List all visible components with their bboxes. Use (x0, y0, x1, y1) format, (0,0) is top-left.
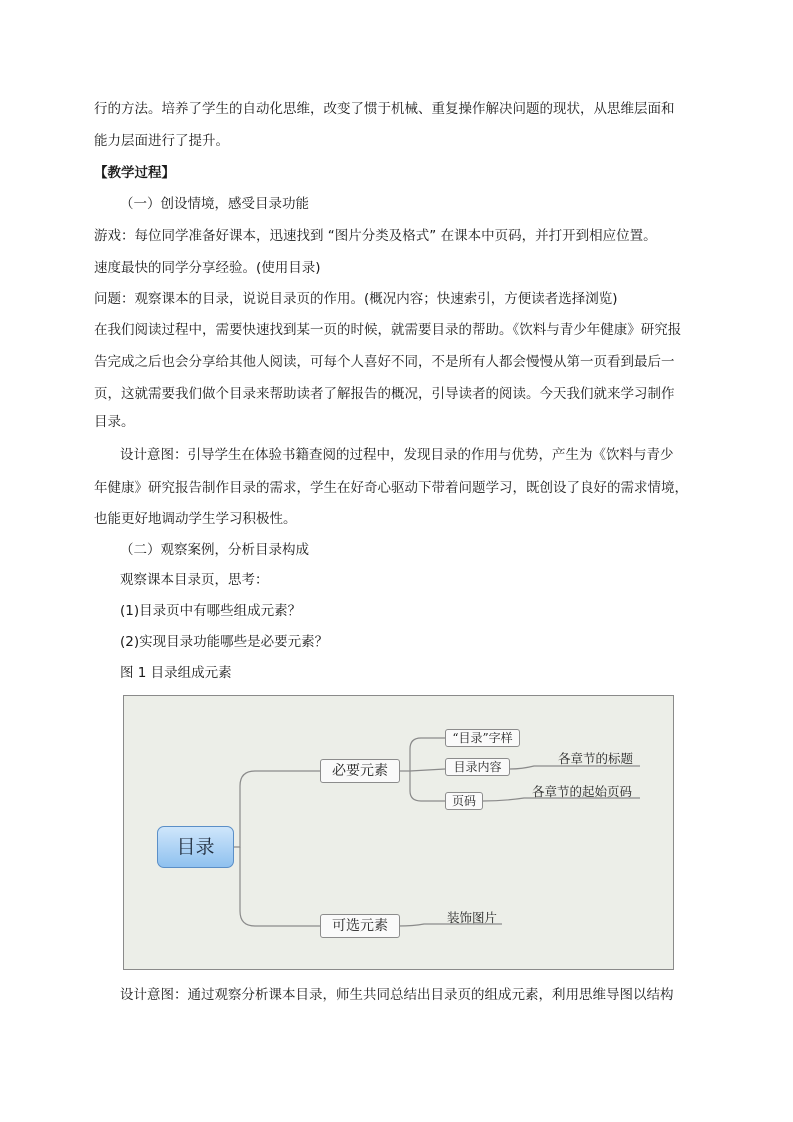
node-content: 目录内容 (445, 758, 510, 776)
node-page-number: 页码 (445, 792, 483, 810)
connector-root-required (234, 771, 320, 847)
paragraph-line: 目录。 (94, 414, 135, 430)
label-decorative-images: 装饰图片 (447, 910, 498, 925)
subsection-heading: （一）创设情境，感受目录功能 (120, 196, 309, 212)
section-heading: 【教学过程】 (94, 165, 175, 181)
label-chapter-start-pages: 各章节的起始页码 (532, 784, 633, 799)
paragraph-line: 行的方法。培养了学生的自动化思维，改变了惯于机械、重复操作解决问题的现状，从思维层面和 (94, 101, 675, 117)
node-title-word: “目录”字样 (445, 729, 520, 747)
paragraph-line: 年健康》研究报告制作目录的需求，学生在好奇心驱动下带着问题学习，既创设了良好的需求情境， (94, 480, 688, 496)
subsection-heading: （二）观察案例，分析目录构成 (120, 542, 309, 558)
connector-title-word (400, 738, 445, 771)
connector-content (410, 769, 445, 771)
paragraph-line: 也能更好地调动学生学习积极性。 (94, 511, 297, 527)
label-chapter-titles: 各章节的标题 (558, 751, 634, 766)
connector-page-number (410, 771, 445, 801)
paragraph-line: 告完成之后也会分享给其他人阅读，可每个人喜好不同，不是所有人都会慢慢从第一页看到最后一 (94, 354, 675, 370)
question-item: (2)实现目录功能哪些是必要元素？ (120, 634, 329, 650)
mindmap-root-node: 目录 (157, 826, 234, 868)
node-required-elements: 必要元素 (320, 759, 400, 783)
node-optional-elements: 可选元素 (320, 914, 400, 938)
paragraph-line: 问题：观察课本的目录，说说目录页的作用。(概况内容；快速索引，方便读者选择浏览) (94, 291, 618, 307)
question-item: (1)目录页中有哪些组成元素？ (120, 603, 302, 619)
paragraph-line: 页，这就需要我们做个目录来帮助读者了解报告的概况，引导读者的阅读。今天我们就来学习制作 (94, 386, 675, 402)
paragraph-line: 游戏：每位同学准备好课本，迅速找到 “图片分类及格式” 在课本中页码，并打开到相应位置。 (94, 228, 657, 244)
figure-caption: 图 1 目录组成元素 (120, 665, 232, 681)
paragraph-line: 观察课本目录页，思考： (120, 572, 269, 588)
mindmap-figure (123, 695, 674, 970)
paragraph-line: 在我们阅读过程中，需要快速找到某一页的时候，就需要目录的帮助。《饮料与青少年健康》研究报 (94, 322, 682, 338)
paragraph-line: 设计意图：引导学生在体验书籍查阅的过程中，发现目录的作用与优势，产生为《饮料与青少 (120, 447, 674, 463)
paragraph-line: 速度最快的同学分享经验。(使用目录) (94, 260, 321, 276)
paragraph-line: 能力层面进行了提升。 (94, 133, 229, 149)
connector-root-optional (240, 847, 320, 926)
paragraph-line: 设计意图：通过观察分析课本目录，师生共同总结出目录页的组成元素，利用思维导图以结构 (120, 987, 674, 1003)
